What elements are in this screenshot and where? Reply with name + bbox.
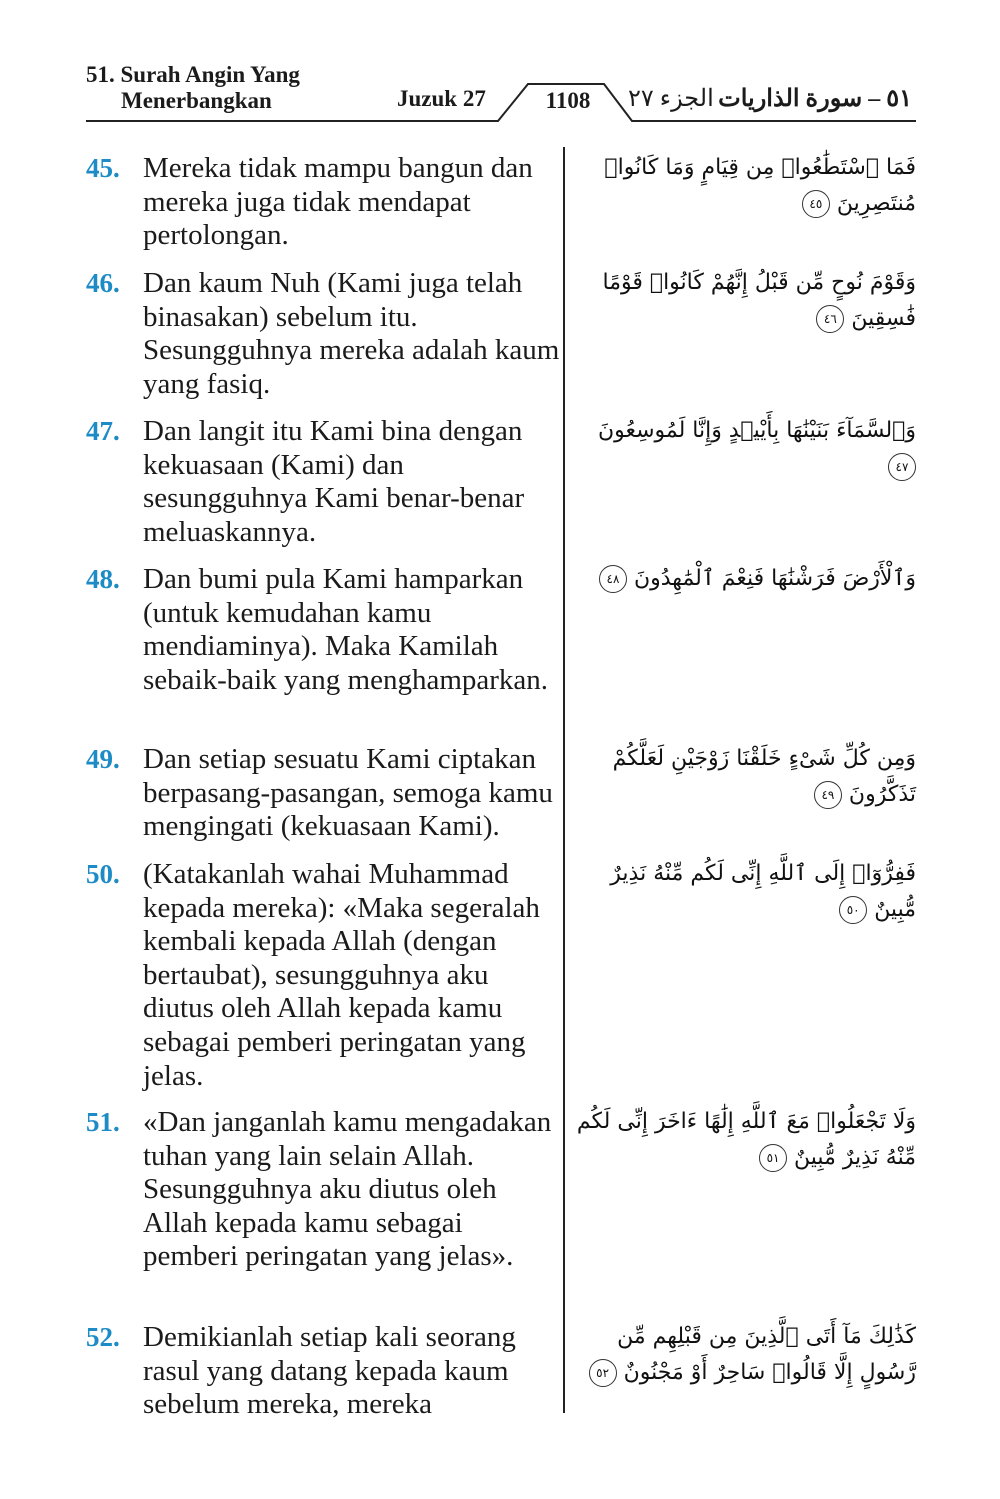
verse-end-marker-icon: ٤٧ bbox=[888, 453, 916, 481]
verse-translation: Dan kaum Nuh (Kami juga telah binasakan) sebelum itu. Sesungguhnya mereka adalah kaum yang fasiq. bbox=[143, 267, 560, 400]
arabic-text: وَٱلسَّمَآءَ بَنَيْنَٰهَا بِأَيْي۟دٍ وَإِنَّا لَمُوسِعُونَ bbox=[597, 418, 916, 443]
arabic-text: فَمَا ٱسْتَطَٰعُوا۟ مِن قِيَامٍ وَمَا كَانُوا۟ مُنتَصِرِينَ bbox=[604, 155, 916, 216]
verse-translation: Dan langit itu Kami bina dengan kekuasaan (Kami) dan sesungguhnya Kami benar-benar meluaskannya. bbox=[143, 415, 525, 548]
arabic-juz-label: الجزء ٢٧ bbox=[628, 86, 714, 112]
verse-translation: Demikianlah setiap kali seorang rasul yang datang kepada kaum sebelum mereka, mereka bbox=[143, 1321, 516, 1421]
verse-end-marker-icon: ٥١ bbox=[759, 1144, 787, 1172]
verse-arabic bbox=[572, 856, 916, 928]
verse-arabic bbox=[572, 265, 916, 337]
verse-number: 46. bbox=[86, 268, 120, 298]
arabic-text: وَٱلْأَرْضَ فَرَشْنَٰهَا فَنِعْمَ ٱلْمَٰهِدُونَ bbox=[633, 566, 916, 591]
verse-end-marker-icon: ٥٢ bbox=[589, 1359, 617, 1387]
surah-title-line2: Menerbangkan bbox=[121, 88, 272, 113]
verse-arabic bbox=[572, 561, 916, 597]
arabic-surah-title: ٥١ – سورة الذاريات bbox=[718, 86, 912, 112]
verse-translation: «Dan janganlah kamu mengadakan tuhan yang lain selain Allah. Sesungguhnya aku diutus oleh Allah kepada kamu sebagai pemberi peringatan yang jelas». bbox=[143, 1106, 552, 1273]
arabic-text: فَفِرُّوٓا۟ إِلَى ٱللَّهِ إِنِّى لَكُم مِّنْهُ نَذِيرٌ مُّبِينٌ bbox=[610, 861, 916, 922]
verse-number: 50. bbox=[86, 859, 120, 889]
verse-arabic bbox=[572, 413, 916, 485]
verse-number: 48. bbox=[86, 564, 120, 594]
verse-translation: Mereka tidak mampu bangun dan mereka juga tidak mendapat pertolongan. bbox=[143, 152, 533, 252]
verse-number: 47. bbox=[86, 416, 120, 446]
verse-end-marker-icon: ٤٥ bbox=[802, 190, 830, 218]
verse-number: 51. bbox=[86, 1107, 120, 1137]
page-number: 1108 bbox=[545, 88, 591, 113]
verse-end-marker-icon: ٤٨ bbox=[599, 565, 627, 593]
verse-arabic bbox=[572, 1319, 916, 1391]
column-divider bbox=[563, 147, 565, 1413]
juzuk-label: Juzuk 27 bbox=[397, 86, 486, 111]
verse-translation: (Katakanlah wahai Muhammad kepada mereka): «Maka segeralah kembali kepada Allah (dengan bertaubat), sesungguhnya aku diutus oleh Allah kepada kamu sebagai pemberi peringatan yang jelas. bbox=[143, 858, 540, 1092]
arabic-text: وَلَا تَجْعَلُوا۟ مَعَ ٱللَّهِ إِلَٰهًا ءَاخَرَ إِنِّى لَكُم مِّنْهُ نَذِيرٌ مُّبِينٌ bbox=[576, 1109, 916, 1170]
verse-end-marker-icon: ٥٠ bbox=[839, 896, 867, 924]
verse-arabic bbox=[572, 150, 916, 222]
verse-translation: Dan setiap sesuatu Kami ciptakan berpasang-pasangan, semoga kamu mengingati (kekuasaan Kami). bbox=[143, 743, 553, 843]
verse-translation: Dan bumi pula Kami hamparkan (untuk kemudahan kamu mendiaminya). Maka Kamilah sebaik-baik yang menghamparkan. bbox=[143, 563, 549, 696]
verse-end-marker-icon: ٤٦ bbox=[816, 305, 844, 333]
verse-arabic bbox=[572, 1104, 916, 1176]
page-header bbox=[0, 0, 1000, 130]
arabic-text: كَذَٰلِكَ مَآ أَتَى ٱلَّذِينَ مِن قَبْلِهِم مِّن رَّسُولٍ إِلَّا قَالُوا۟ سَاحِرٌ أَوْ مَجْنُونٌ bbox=[617, 1324, 916, 1385]
verse-number: 45. bbox=[86, 153, 120, 183]
verse-number: 52. bbox=[86, 1322, 120, 1352]
arabic-text: وَمِن كُلِّ شَىْءٍ خَلَقْنَا زَوْجَيْنِ لَعَلَّكُمْ تَذَكَّرُونَ bbox=[612, 746, 916, 807]
verse-number: 49. bbox=[86, 744, 120, 774]
surah-title-line1: 51. Surah Angin Yang bbox=[86, 62, 300, 87]
arabic-text: وَقَوْمَ نُوحٍ مِّن قَبْلُ إِنَّهُمْ كَانُوا۟ قَوْمًا فَٰسِقِينَ bbox=[602, 270, 916, 331]
verse-end-marker-icon: ٤٩ bbox=[814, 781, 842, 809]
verse-arabic bbox=[572, 741, 916, 813]
